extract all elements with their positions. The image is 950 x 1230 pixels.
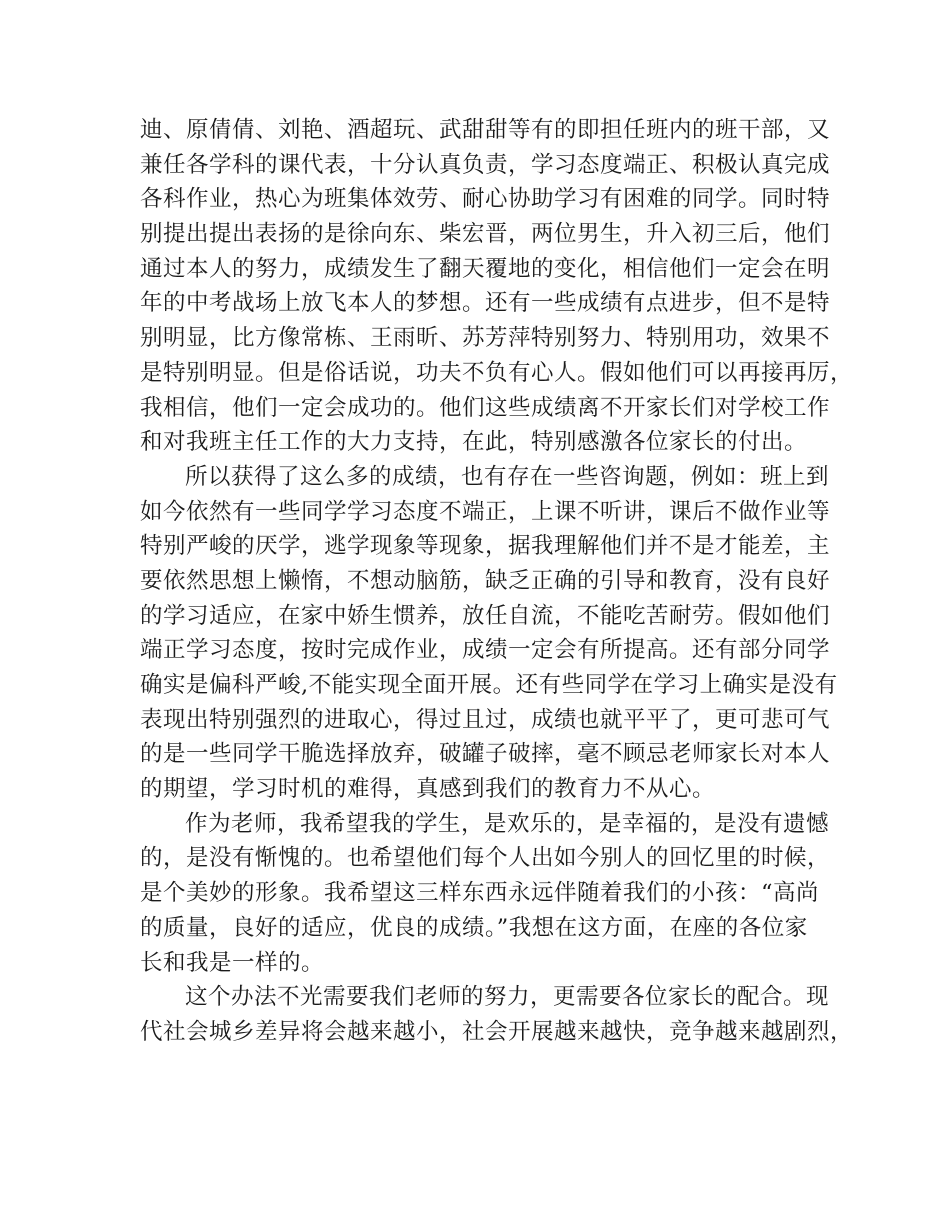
text-line: 要依然思想上懒惰，不想动脑筋，缺乏正确的引导和教育，没有良好 xyxy=(140,567,831,594)
text-line: 长和我是一样的。 xyxy=(140,949,325,976)
text-line: 通过本人的努力，成绩发生了翻天覆地的变化，相信他们一定会在明 xyxy=(140,255,831,282)
text-line: 兼任各学科的课代表，十分认真负责，学习态度端正、积极认真完成 xyxy=(140,151,831,178)
text-line: 是特别明显。但是俗话说，功夫不负有心人。假如他们可以再接再厉， xyxy=(140,359,854,386)
text-line: 年的中考战场上放飞本人的梦想。还有一些成绩有点进步，但不是特 xyxy=(140,290,831,317)
text-line: 确实是偏科严峻,不能实现全面开展。还有些同学在学习上确实是没有 xyxy=(140,672,838,698)
text-line: 的，是没有惭愧的。也希望他们每个人出如今别人的回忆里的时候， xyxy=(140,845,831,872)
text-line-indented: 这个办法不光需要我们老师的努力，更需要各位家长的配合。现 xyxy=(185,984,830,1011)
text-line: 特别严峻的厌学，逃学现象等现象，据我理解他们并不是才能差，主 xyxy=(140,533,831,560)
document-body xyxy=(140,113,854,1050)
paragraph-4 xyxy=(140,980,854,1049)
text-line: 代社会城乡差异将会越来越小，社会开展越来越快，竞争越来越剧烈， xyxy=(140,1018,854,1045)
paragraph-2 xyxy=(140,460,838,807)
text-line: 的质量，良好的适应，优良的成绩。”我想在这方面，在座的各位家 xyxy=(140,914,808,941)
text-line: 如今依然有一些同学学习态度不端正，上课不听讲，课后不做作业等 xyxy=(140,498,831,525)
paragraph-1 xyxy=(140,113,854,460)
text-line: 迪、原倩倩、刘艳、酒超玩、武甜甜等有的即担任班内的班干部，又 xyxy=(140,117,831,143)
text-line: 和对我班主任工作的大力支持，在此，特别感激各位家长的付出。 xyxy=(140,429,808,456)
text-line: 我相信，他们一定会成功的。他们这些成绩离不开家长们对学校工作 xyxy=(140,394,831,421)
text-line: 别明显，比方像常栋、王雨昕、苏芳萍特别努力、特别用功，效果不 xyxy=(140,325,831,352)
text-line: 各科作业，热心为班集体效劳、耐心协助学习有困难的同学。同时特 xyxy=(140,186,831,213)
text-line: 是个美妙的形象。我希望这三样东西永远伴随着我们的小孩：“高尚 xyxy=(140,880,820,907)
text-line: 的学习适应，在家中娇生惯养，放任自流，不能吃苦耐劳。假如他们 xyxy=(140,602,831,629)
paragraph-3 xyxy=(140,807,830,980)
text-line: 的期望，学习时机的难得，真感到我们的教育力不从心。 xyxy=(140,776,716,803)
text-line: 的是一些同学干脆选择放弃，破罐子破摔，毫不顾忌老师家长对本人 xyxy=(140,741,831,768)
text-line: 别提出提出表扬的是徐向东、柴宏晋，两位男生，升入初三后，他们 xyxy=(140,221,831,248)
text-line-indented: 作为老师，我希望我的学生，是欢乐的，是幸福的，是没有遗憾 xyxy=(185,810,830,837)
text-line: 表现出特别强烈的进取心，得过且过，成绩也就平平了，更可悲可气 xyxy=(140,706,831,733)
text-line-indented: 所以获得了这么多的成绩，也有存在一些咨询题，例如：班上到 xyxy=(185,463,830,490)
text-line: 端正学习态度，按时完成作业，成绩一定会有所提高。还有部分同学 xyxy=(140,637,831,664)
